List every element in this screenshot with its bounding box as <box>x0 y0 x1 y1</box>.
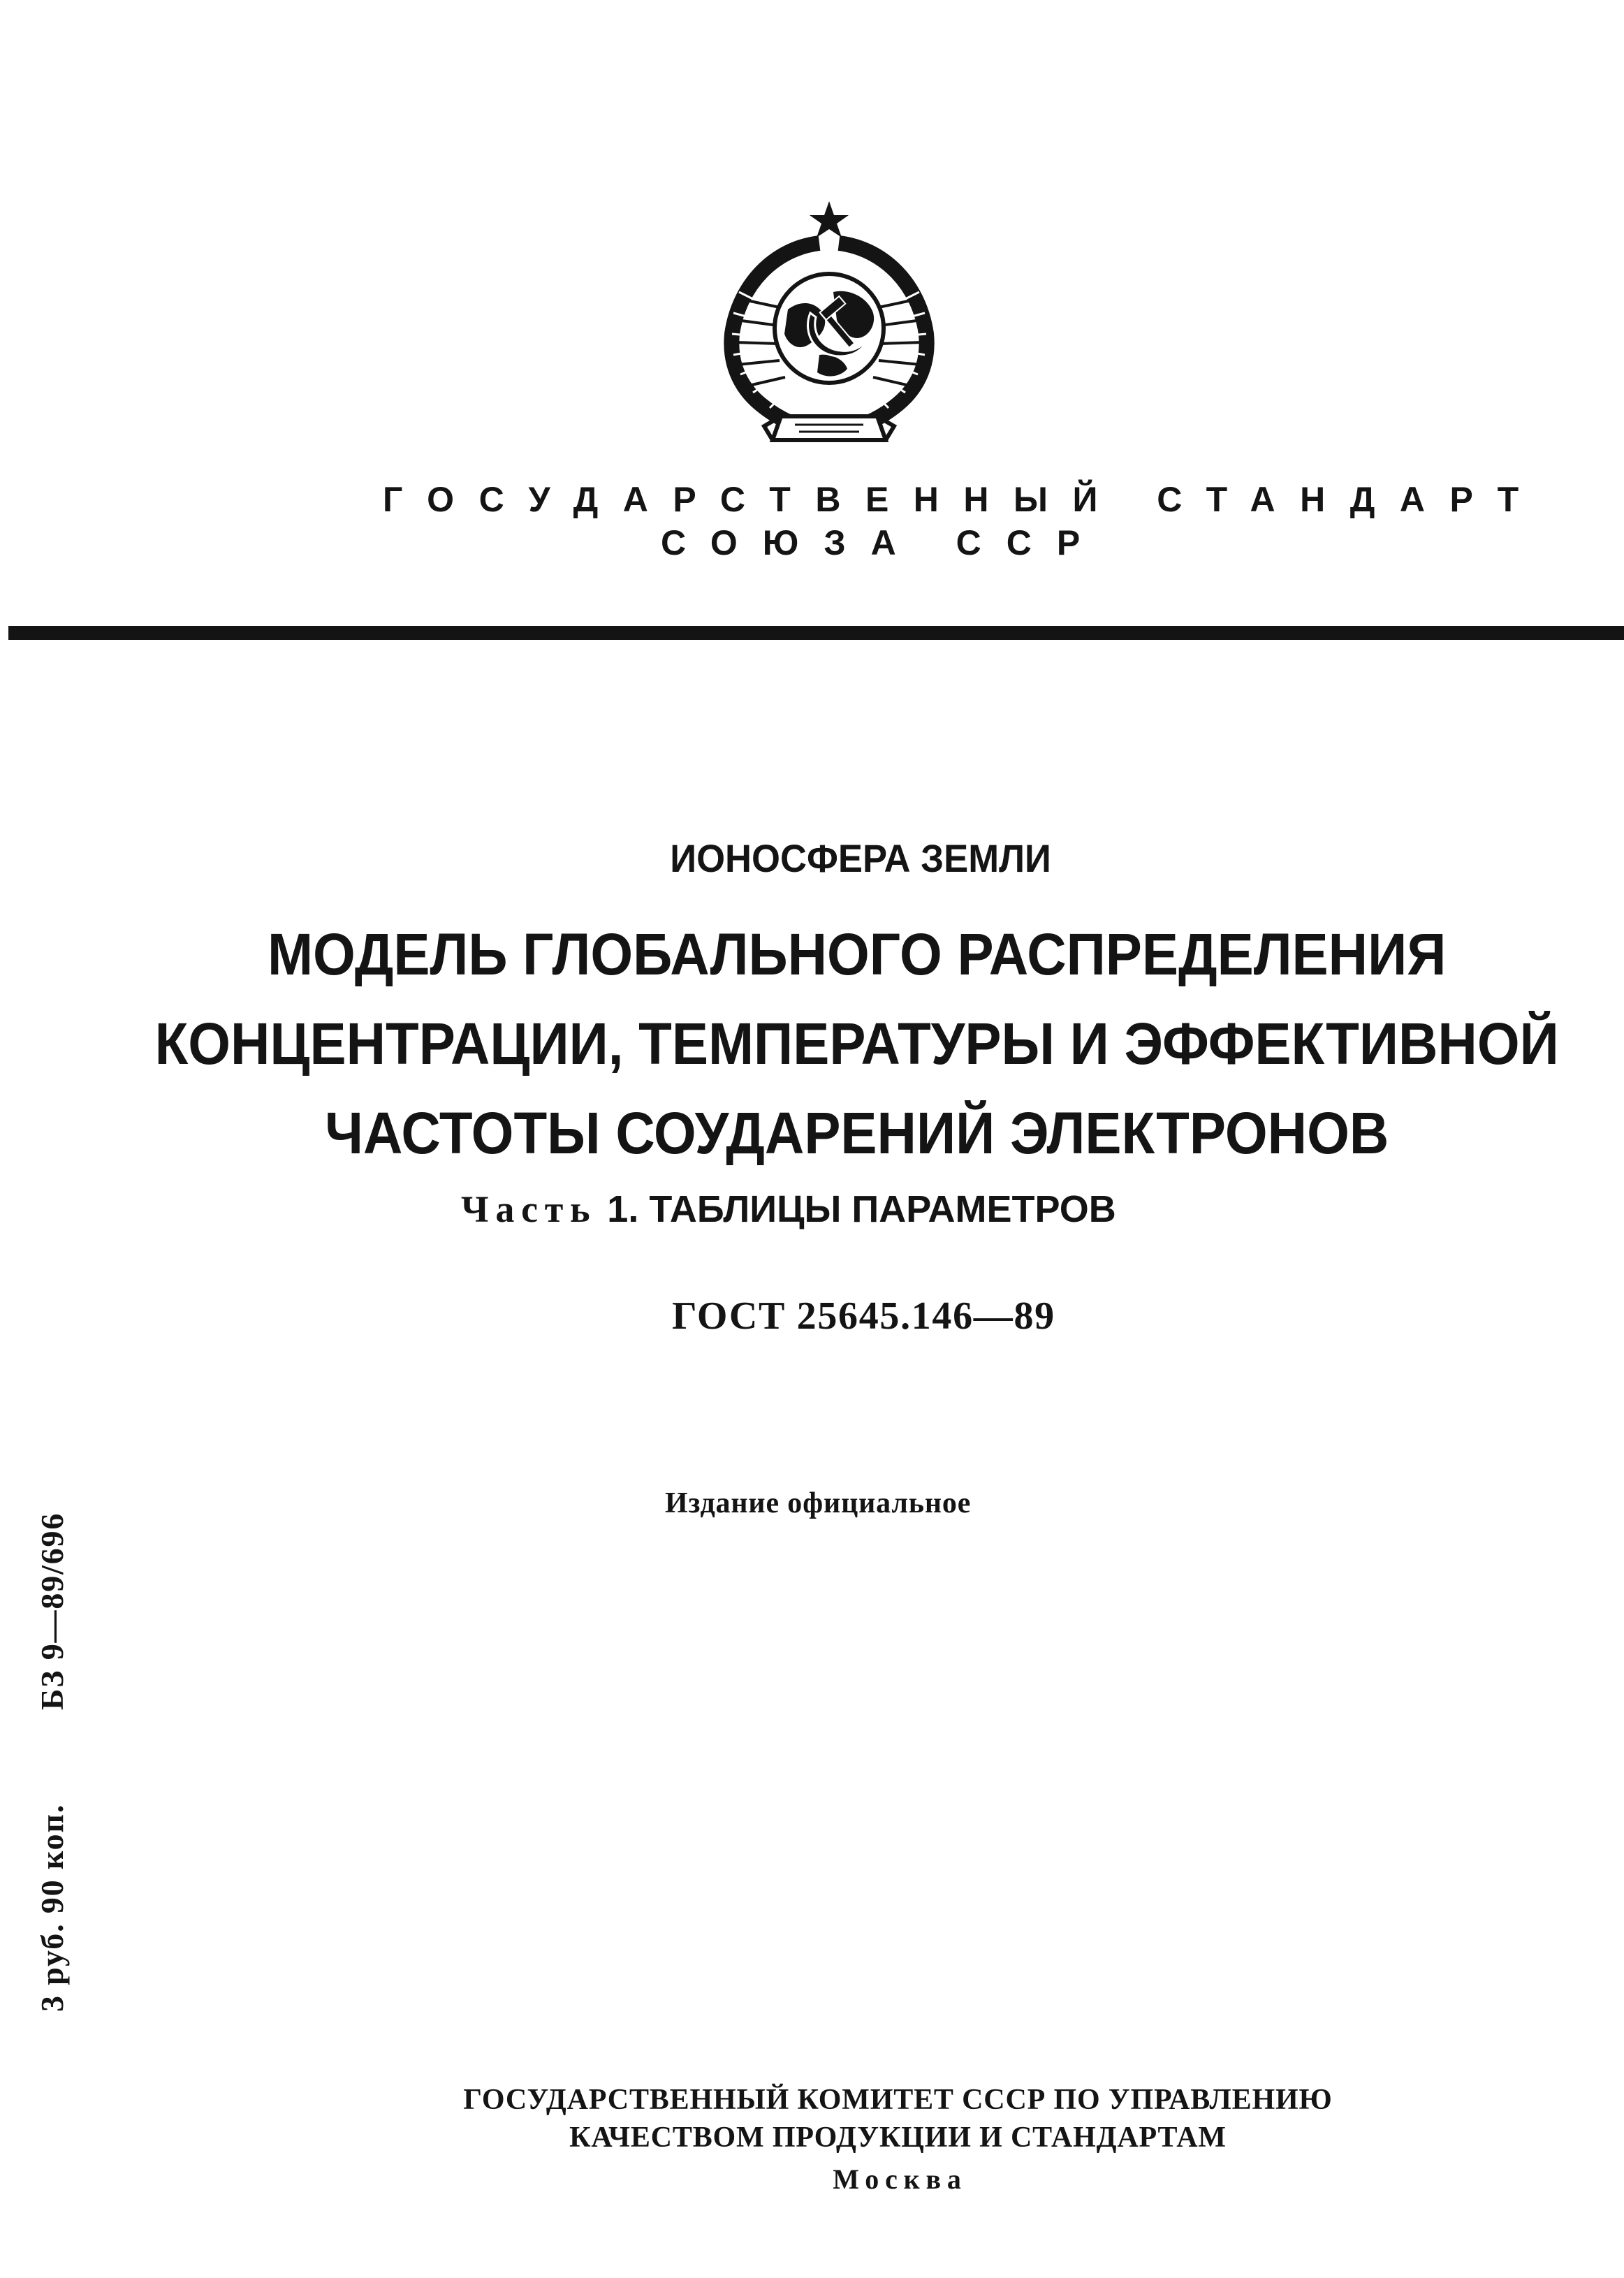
subject-title: ИОНОСФЕРА ЗЕМЛИ <box>670 836 1051 880</box>
part-label: Часть <box>461 1188 597 1230</box>
publisher-line-1: ГОСУДАРСТВЕННЫЙ КОМИТЕТ СССР ПО УПРАВЛЕНИЮ <box>463 2084 1333 2116</box>
main-title-line-1: МОДЕЛЬ ГЛОБАЛЬНОГО РАСПРЕДЕЛЕНИЯ <box>267 921 1447 987</box>
main-title-line-3: ЧАСТОТЫ СОУДАРЕНИЙ ЭЛЕКТРОНОВ <box>325 1100 1389 1166</box>
standard-number: ГОСТ 25645.146—89 <box>672 1294 1055 1338</box>
header-line-2: СОЮЗА ССР <box>661 523 1106 562</box>
edition-note: Издание официальное <box>665 1487 972 1519</box>
margin-code: БЗ 9—89/696 <box>34 1512 70 1710</box>
main-title-line-2: КОНЦЕНТРАЦИИ, ТЕМПЕРАТУРЫ И ЭФФЕКТИВНОЙ <box>154 1011 1559 1076</box>
state-emblem <box>697 194 961 454</box>
divider-rule <box>8 626 1624 640</box>
header-line-1: ГОСУДАРСТВЕННЫЙ СТАНДАРТ <box>383 480 1544 519</box>
star-icon <box>810 201 849 238</box>
margin-price: 3 руб. 90 коп. <box>34 1803 70 2012</box>
part-title <box>461 1188 1116 1231</box>
part-name: 1. ТАБЛИЦЫ ПАРАМЕТРОВ <box>597 1188 1116 1230</box>
publisher-line-2: КАЧЕСТВОМ ПРОДУКЦИИ И СТАНДАРТАМ <box>569 2122 1227 2154</box>
publisher-city: Москва <box>833 2163 967 2195</box>
